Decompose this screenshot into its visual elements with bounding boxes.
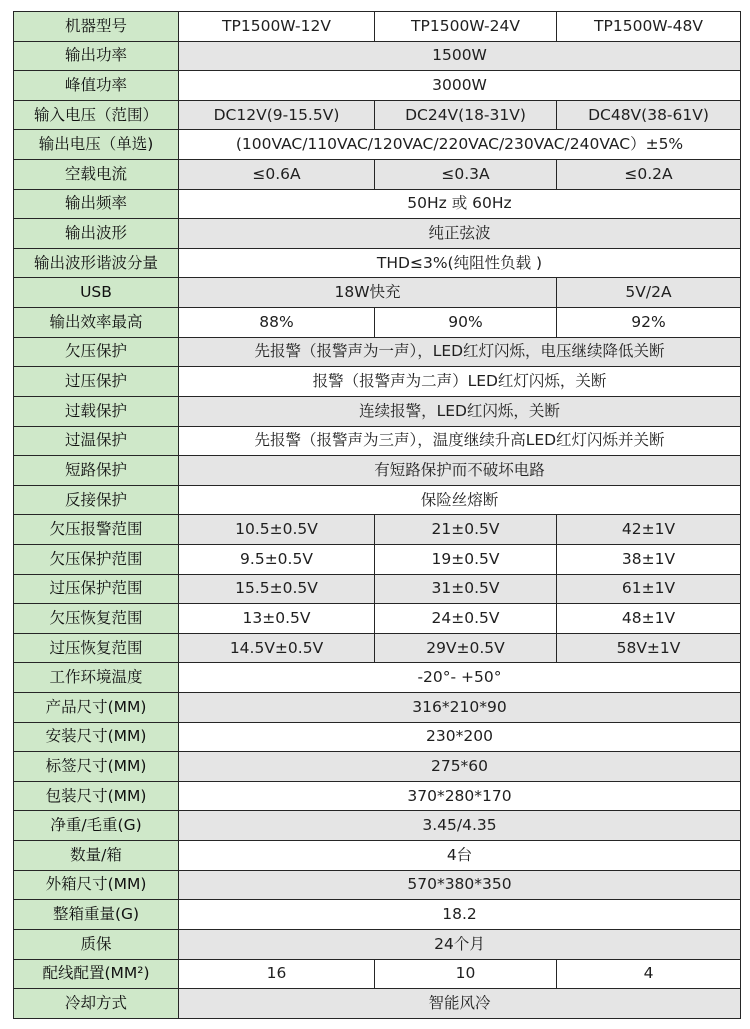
row-label: 包装尺寸(MM) xyxy=(14,781,179,811)
row-value: 58V±1V xyxy=(557,633,741,663)
row-value: 保险丝熔断 xyxy=(179,485,741,515)
row-label: 数量/箱 xyxy=(14,841,179,871)
spec-table xyxy=(13,11,741,1019)
row-value: -20°- +50° xyxy=(179,663,741,693)
row-label: 冷却方式 xyxy=(14,989,179,1019)
row-value: 4台 xyxy=(179,841,741,871)
row-label: 空载电流 xyxy=(14,160,179,190)
row-label: 欠压保护 xyxy=(14,337,179,367)
row-value: 92% xyxy=(557,308,741,338)
row-value: 连续报警，LED红闪烁，关断 xyxy=(179,396,741,426)
row-value: 21±0.5V xyxy=(375,515,557,545)
table-row xyxy=(14,337,741,367)
table-row xyxy=(14,722,741,752)
table-row xyxy=(14,456,741,486)
row-value: 50Hz 或 60Hz xyxy=(179,189,741,219)
row-value: 有短路保护而不破坏电路 xyxy=(179,456,741,486)
row-label: 产品尺寸(MM) xyxy=(14,693,179,723)
table-row xyxy=(14,426,741,456)
row-label: 过压保护 xyxy=(14,367,179,397)
table-row xyxy=(14,396,741,426)
row-value: ≤0.3A xyxy=(375,160,557,190)
row-label: 净重/毛重(G) xyxy=(14,811,179,841)
table-row xyxy=(14,989,741,1019)
spec-table-body xyxy=(14,12,741,1019)
row-label: 输入电压（范围） xyxy=(14,100,179,130)
table-row xyxy=(14,663,741,693)
row-value: 38±1V xyxy=(557,544,741,574)
table-row xyxy=(14,308,741,338)
row-label: 过温保护 xyxy=(14,426,179,456)
row-label: 欠压报警范围 xyxy=(14,515,179,545)
row-value: DC48V(38-61V) xyxy=(557,100,741,130)
row-label: 质保 xyxy=(14,929,179,959)
row-label: 机器型号 xyxy=(14,12,179,42)
row-label: 输出波形 xyxy=(14,219,179,249)
row-label: 短路保护 xyxy=(14,456,179,486)
row-label: 峰值功率 xyxy=(14,71,179,101)
table-row xyxy=(14,870,741,900)
row-value: 29V±0.5V xyxy=(375,633,557,663)
row-value: 90% xyxy=(375,308,557,338)
row-value: THD≤3%(纯阻性负载 ) xyxy=(179,248,741,278)
table-row xyxy=(14,41,741,71)
row-value: 275*60 xyxy=(179,752,741,782)
row-value: 4 xyxy=(557,959,741,989)
row-value: 48±1V xyxy=(557,604,741,634)
row-value: 3.45/4.35 xyxy=(179,811,741,841)
row-value: 24±0.5V xyxy=(375,604,557,634)
row-value: TP1500W-24V xyxy=(375,12,557,42)
row-value: 61±1V xyxy=(557,574,741,604)
row-value: DC24V(18-31V) xyxy=(375,100,557,130)
row-value: ≤0.2A xyxy=(557,160,741,190)
row-label: USB xyxy=(14,278,179,308)
row-label: 输出电压（单选) xyxy=(14,130,179,160)
row-label: 输出功率 xyxy=(14,41,179,71)
table-row xyxy=(14,781,741,811)
row-value: 3000W xyxy=(179,71,741,101)
row-label: 欠压恢复范围 xyxy=(14,604,179,634)
row-value: 230*200 xyxy=(179,722,741,752)
row-value: 88% xyxy=(179,308,375,338)
row-value: TP1500W-12V xyxy=(179,12,375,42)
row-value: TP1500W-48V xyxy=(557,12,741,42)
table-row xyxy=(14,160,741,190)
row-value: 24个月 xyxy=(179,929,741,959)
table-row xyxy=(14,71,741,101)
row-value: 智能风冷 xyxy=(179,989,741,1019)
table-row xyxy=(14,841,741,871)
row-value: 370*280*170 xyxy=(179,781,741,811)
row-value: 9.5±0.5V xyxy=(179,544,375,574)
row-value: 42±1V xyxy=(557,515,741,545)
table-row xyxy=(14,574,741,604)
row-value: 14.5V±0.5V xyxy=(179,633,375,663)
table-row xyxy=(14,130,741,160)
row-value: 570*380*350 xyxy=(179,870,741,900)
row-value: 1500W xyxy=(179,41,741,71)
row-label: 欠压保护范围 xyxy=(14,544,179,574)
row-value: 18.2 xyxy=(179,900,741,930)
row-value: 5V/2A xyxy=(557,278,741,308)
table-row xyxy=(14,515,741,545)
row-label: 反接保护 xyxy=(14,485,179,515)
row-value: 31±0.5V xyxy=(375,574,557,604)
row-label: 输出效率最高 xyxy=(14,308,179,338)
row-value: 10 xyxy=(375,959,557,989)
table-row xyxy=(14,544,741,574)
table-row xyxy=(14,633,741,663)
row-value: 19±0.5V xyxy=(375,544,557,574)
row-label: 输出频率 xyxy=(14,189,179,219)
row-label: 过压恢复范围 xyxy=(14,633,179,663)
row-label: 过压保护范围 xyxy=(14,574,179,604)
table-row xyxy=(14,100,741,130)
row-label: 输出波形谐波分量 xyxy=(14,248,179,278)
table-row xyxy=(14,12,741,42)
row-value: 纯正弦波 xyxy=(179,219,741,249)
row-value: 18W快充 xyxy=(179,278,557,308)
row-label: 工作环境温度 xyxy=(14,663,179,693)
table-row xyxy=(14,900,741,930)
row-label: 外箱尺寸(MM) xyxy=(14,870,179,900)
row-value: 16 xyxy=(179,959,375,989)
row-value: (100VAC/110VAC/120VAC/220VAC/230VAC/240VAC）±5% xyxy=(179,130,741,160)
table-row xyxy=(14,811,741,841)
row-label: 安装尺寸(MM) xyxy=(14,722,179,752)
table-row xyxy=(14,693,741,723)
table-row xyxy=(14,219,741,249)
row-label: 标签尺寸(MM) xyxy=(14,752,179,782)
row-value: 316*210*90 xyxy=(179,693,741,723)
row-label: 过载保护 xyxy=(14,396,179,426)
row-label: 整箱重量(G) xyxy=(14,900,179,930)
row-value: 10.5±0.5V xyxy=(179,515,375,545)
table-row xyxy=(14,604,741,634)
table-row xyxy=(14,929,741,959)
row-value: ≤0.6A xyxy=(179,160,375,190)
row-label: 配线配置(MM²) xyxy=(14,959,179,989)
table-row xyxy=(14,485,741,515)
row-value: 先报警（报警声为三声），温度继续升高LED红灯闪烁并关断 xyxy=(179,426,741,456)
table-row xyxy=(14,959,741,989)
row-value: 报警（报警声为二声）LED红灯闪烁，关断 xyxy=(179,367,741,397)
table-row xyxy=(14,278,741,308)
table-row xyxy=(14,189,741,219)
table-row xyxy=(14,367,741,397)
row-value: 先报警（报警声为一声），LED红灯闪烁，电压继续降低关断 xyxy=(179,337,741,367)
row-value: 13±0.5V xyxy=(179,604,375,634)
table-row xyxy=(14,752,741,782)
table-row xyxy=(14,248,741,278)
row-value: DC12V(9-15.5V) xyxy=(179,100,375,130)
row-value: 15.5±0.5V xyxy=(179,574,375,604)
